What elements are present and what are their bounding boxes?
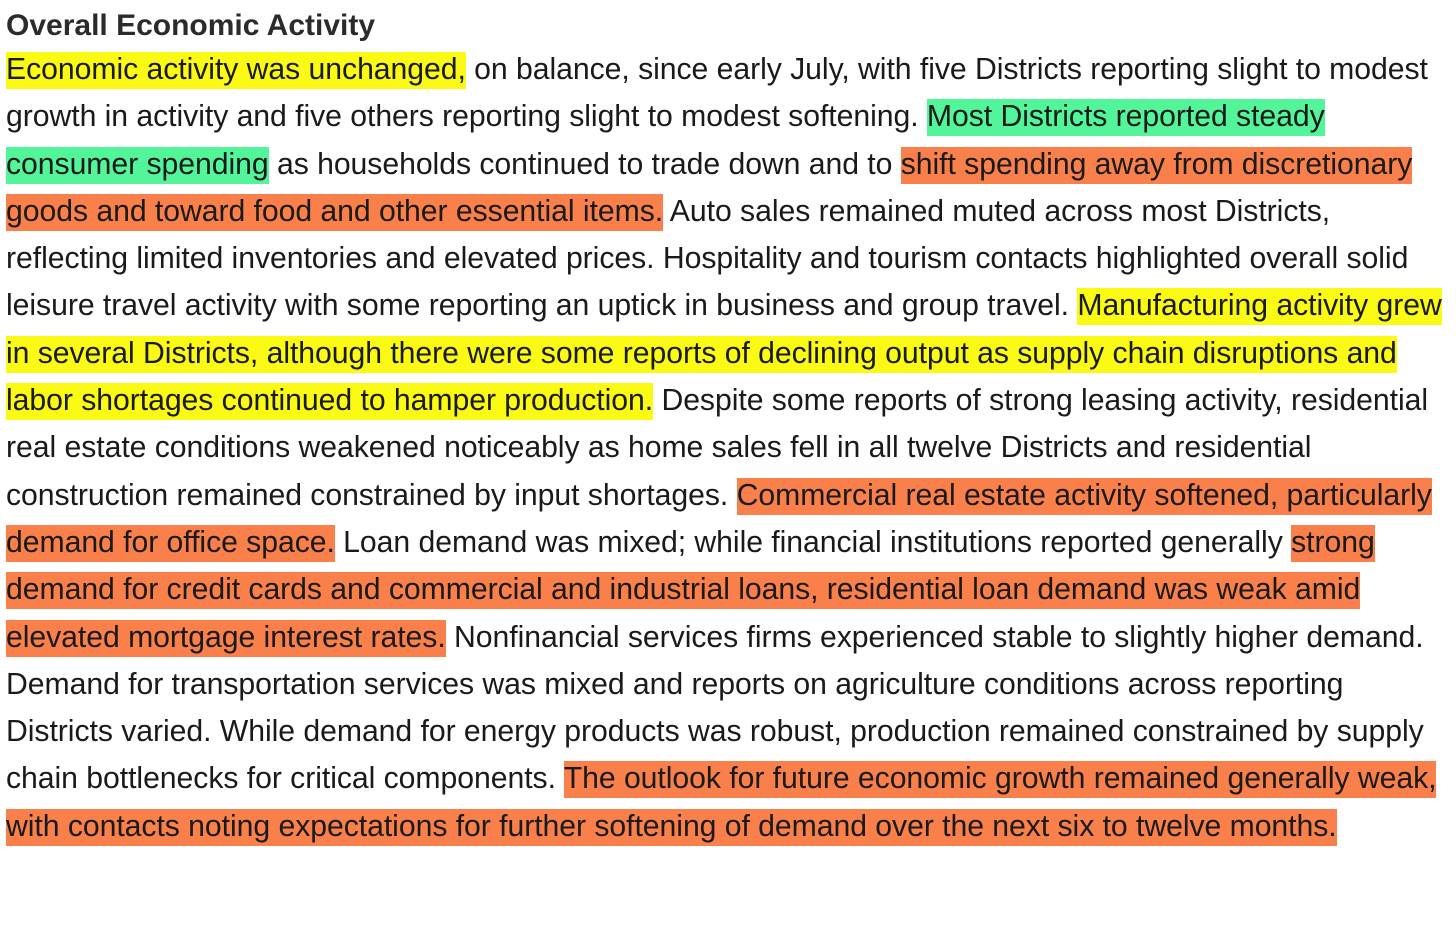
body-paragraph xyxy=(6,46,1452,850)
section-heading: Overall Economic Activity xyxy=(6,9,376,42)
highlight-green: Most Districts reported steady consumer spending xyxy=(6,99,1325,183)
highlight-yellow: Manufacturing activity grew in several Districts, although there were some reports of declining output as supply chain disruptions and labor shortages continued to hamper production. xyxy=(6,288,1442,420)
highlight-yellow: Economic activity was unchanged, xyxy=(6,52,466,89)
document xyxy=(6,6,1452,850)
text-segment: on balance, since early July, with five Districts reporting slight to modest growth in activity and five others reporting slight to modest softening. xyxy=(6,53,1428,134)
text-segment: Loan demand was mixed; while financial institutions reported generally xyxy=(334,525,1292,559)
text-segment: Nonfinancial services firms experienced stable to slightly higher demand. Demand for transportation services was mixed and reports on agriculture conditions across reporting Districts varied. While demand for energy products was robust, production remained constrained by supply chain bottlenecks for critical components. xyxy=(6,620,1424,796)
highlight-orange: shift spending away from discretionary goods and toward food and other essential items. xyxy=(6,147,1412,231)
highlight-orange: Commercial real estate activity softened, particularly demand for office space. xyxy=(6,478,1432,562)
highlight-orange: strong demand for credit cards and commercial and industrial loans, residential loan demand was weak amid elevated mortgage interest rates. xyxy=(6,525,1375,657)
text-segment: Auto sales remained muted across most Districts, reflecting limited inventories and elevated prices. Hospitality and tourism contacts highlighted overall solid leisure travel activity with some reporting an uptick in business and group travel. xyxy=(6,194,1409,323)
highlight-orange: The outlook for future economic growth remained generally weak, with contacts noting expectations for further softening of demand over the next six to twelve months. xyxy=(6,761,1436,845)
text-segment: Despite some reports of strong leasing activity, residential real estate conditions weakened noticeably as home sales fell in all twelve Districts and residential construction remained constrained by input shortages. xyxy=(6,384,1429,512)
text-segment: as households continued to trade down and to xyxy=(268,147,901,181)
